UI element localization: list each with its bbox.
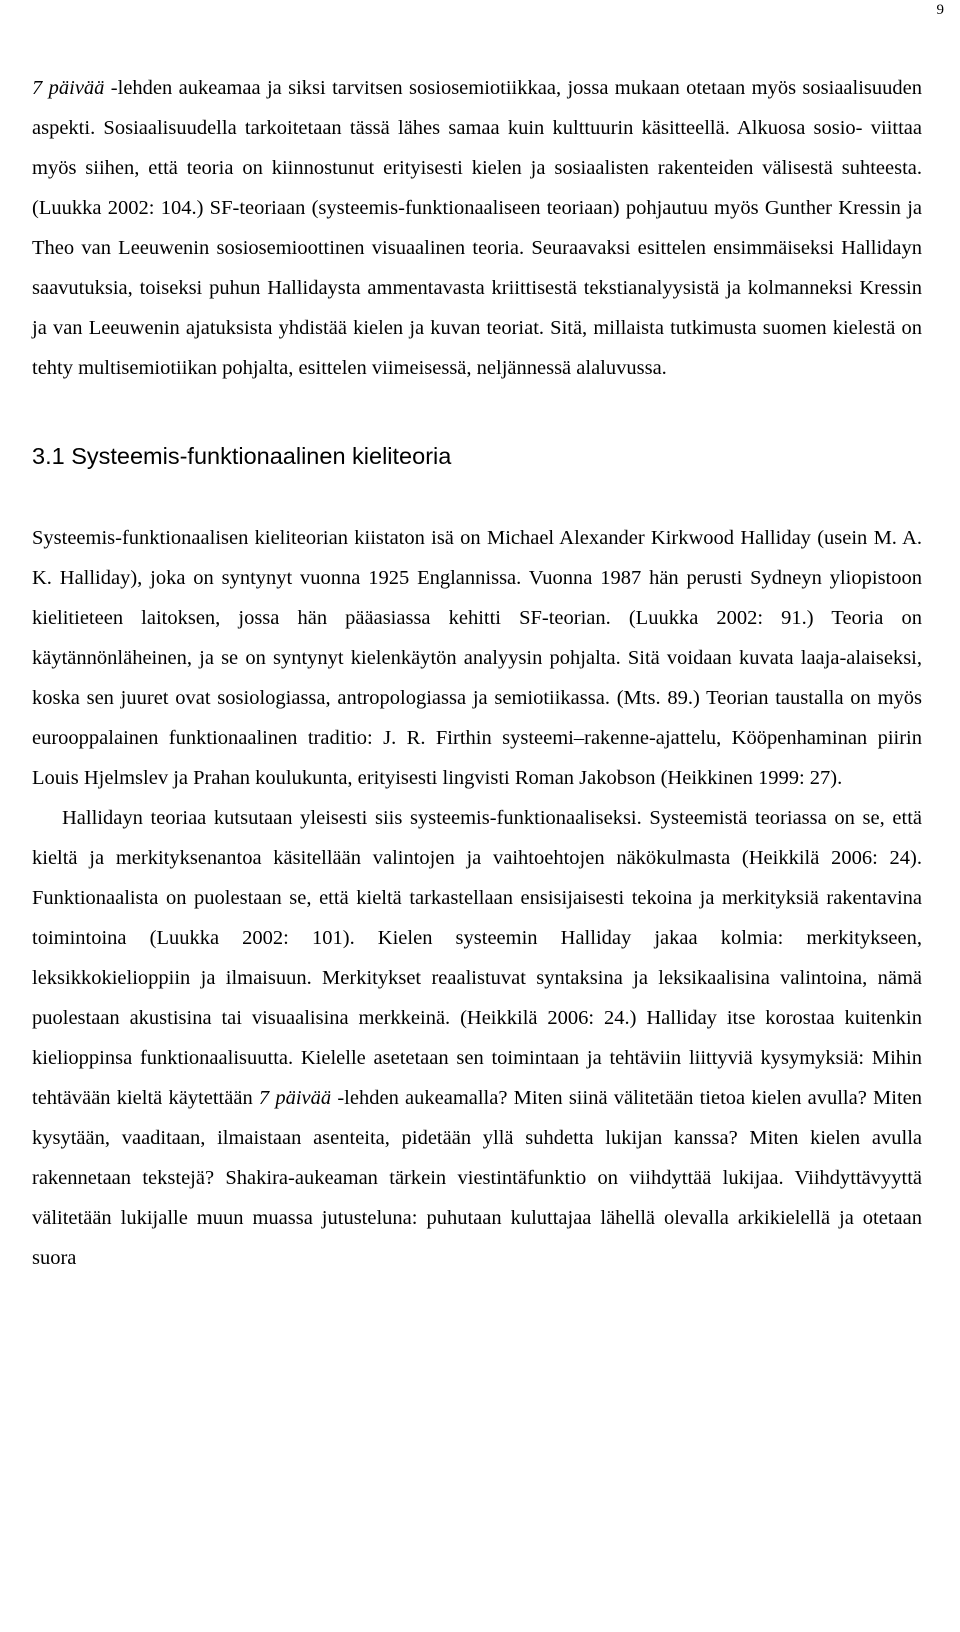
section-paragraph-1: Systeemis-funktionaalisen kieliteorian kiistaton isä on Michael Alexander Kirkwood Halliday (usein M. A. K. Halliday), joka on syntynyt vuonna 1925 Englannissa. Vuonna 1987 hän perusti Sydneyn yliopistoon kielitieteen laitoksen, jossa hän pääasiassa kehitti SF-teorian. (Luukka 2002: 91.) Teoria on käytännönläheinen, ja se on syntynyt kielenkäytön analyysin pohjalta. Sitä voidaan kuvata laaja-alaiseksi, koska sen juuret ovat sosiologiassa, antropologiassa ja semiotiikassa. (Mts. 89.) Teorian taustalla on myös eurooppalainen funktionaalinen traditio: J. R. Firthin systeemi–rakenne-ajattelu, Kööpenhaminan piirin Louis Hjelmslev ja Prahan koulukunta, erityisesti lingvisti Roman Jakobson (Heikkinen 1999: 27).	[32, 527, 922, 789]
document-body	[32, 68, 922, 1278]
magazine-title: 7 päivää	[32, 77, 105, 99]
intro-paragraph-text: -lehden aukeamaa ja siksi tarvitsen sosiosemiotiikkaa, jossa mukaan otetaan myös sosiaalisuuden aspekti. Sosiaalisuudella tarkoitetaan tässä lähes samaa kuin kulttuurin käsitteellä. Alkuosa sosio- viittaa myös siihen, että teoria on kiinnostunut erityisesti kielen ja sosiaalisten rakenteiden välisestä suhteesta. (Luukka 2002: 104.) SF-teoriaan (systeemis-funktionaaliseen teoriaan) pohjautuu myös Gunther Kressin ja Theo van Leeuwenin sosiosemioottinen visuaalinen teoria. Seuraavaksi esittelen ensimmäiseksi Hallidayn saavutuksia, toiseksi puhun Hallidaysta ammentavasta kriittisestä tekstianalyysistä ja kolmanneksi Kressin ja van Leeuwenin ajatuksista yhdistää kielen ja kuvan teoriat. Sitä, millaista tutkimusta suomen kielestä on tehty multisemiotiikan pohjalta, esittelen viimeisessä, neljännessä alaluvussa.	[32, 77, 922, 379]
section-paragraph-2	[32, 798, 922, 1278]
section-paragraph-2-end: -lehden aukeamalla? Miten siinä välitetään tietoa kielen avulla? Miten kysytään, vaaditaan, ilmaistaan asenteita, pidetään yllä suhdetta lukijan kanssa? Miten kielen avulla rakennetaan tekstejä? Shakira-aukeaman tärkein viestintäfunktio on viihdyttää lukijaa. Viihdyttävyyttä välitetään lukijalle muun muassa jutusteluna: puhutaan kuluttajaa lähellä olevalla arkikielellä ja otetaan suora	[32, 1087, 922, 1269]
section-heading: 3.1 Systeemis-funktionaalinen kieliteoria	[32, 443, 452, 469]
intro-paragraph	[32, 68, 922, 388]
magazine-title-inline: 7 päivää	[258, 1087, 332, 1109]
section-paragraph-2-start: Hallidayn teoriaa kutsutaan yleisesti siis systeemis-funktionaaliseksi. Systeemistä teoriassa on se, että kieltä ja merkityksenantoa käsitellään valintojen ja vaihtoehtojen näkökulmasta (Heikkilä 2006: 24). Funktionaalista on puolestaan se, että kieltä tarkastellaan ensisijaisesti tekoina ja merkityksiä rakentavina toimintoina (Luukka 2002: 101). Kielen systeemin Halliday jakaa kolmia: merkitykseen, leksikkokielioppiin ja ilmaisuun. Merkitykset reaalistuvat syntaksina ja leksikaalisina valintoina, nämä puolestaan akustisina tai visuaalisina merkkeinä. (Heikkilä 2006: 24.) Halliday itse korostaa kuitenkin kielioppinsa funktionaalisuutta. Kielelle asetetaan sen toimintaan ja tehtäviin liittyviä kysymyksiä: Mihin tehtävään kieltä käytettään	[32, 807, 922, 1109]
page-number: 9	[936, 2, 944, 18]
